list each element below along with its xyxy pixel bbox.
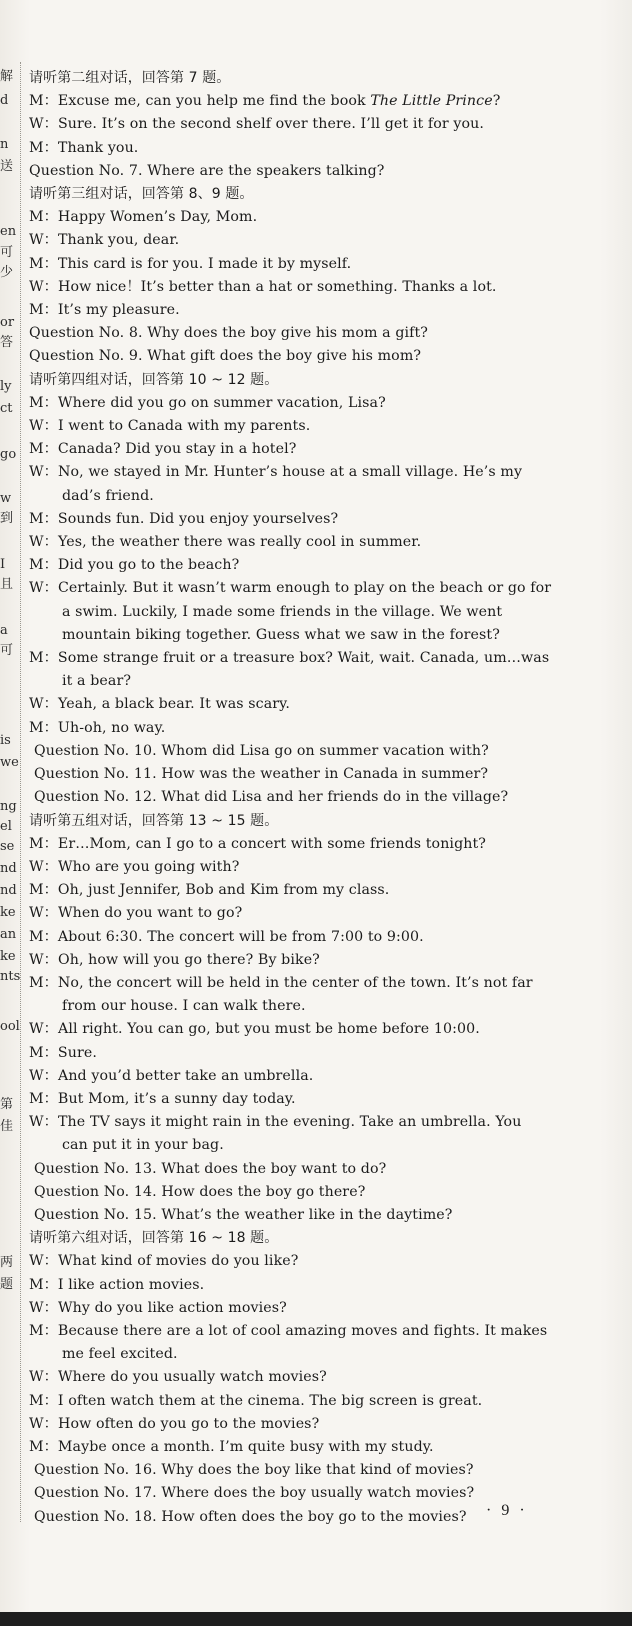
margin-fragment: n [0, 137, 9, 152]
dialogue-line: M：Canada? Did you stay in a hotel? [29, 441, 297, 458]
dialogue-line: M：Sure. [29, 1044, 97, 1061]
margin-fragment: an [0, 927, 17, 942]
dialogue-line: W：How often do you go to the movies? [29, 1415, 320, 1432]
book-title: The Little Prince [370, 93, 493, 110]
section-heading: 请听第六组对话，回答第 16 ~ 18 题。 [29, 1230, 279, 1247]
dialogue-line: a swim. Luckily, I made some friends in the village. We went [62, 603, 503, 620]
dialogue-line: M：Thank you. [29, 139, 139, 156]
dialogue-line: M：But Mom, it’s a sunny day today. [29, 1090, 296, 1107]
dialogue-line [29, 90, 589, 113]
dialogue-line: mountain biking together. Guess what we saw in the forest? [62, 626, 500, 643]
margin-fragment: is [0, 733, 11, 748]
margin-fragment: 到 [0, 511, 14, 526]
margin-fragment: or [0, 315, 15, 330]
section-heading: 请听第五组对话，回答第 13 ~ 15 题。 [29, 812, 279, 829]
margin-fragment: ool [0, 1019, 20, 1034]
section-heading: 请听第二组对话，回答第 7 题。 [29, 70, 231, 86]
line-text-end: ? [492, 93, 501, 110]
question-line: Question No. 7. Where are the speakers talking? [29, 162, 385, 179]
margin-fragment: w [0, 491, 12, 506]
dialogue-line: M：No, the concert will be held in the center of the town. It’s not far [29, 974, 533, 991]
margin-fragment: ly [0, 379, 12, 394]
margin-fragment: 题 [0, 1277, 14, 1292]
question-line: Question No. 11. How was the weather in Canada in summer? [34, 766, 489, 783]
margin-rule [20, 62, 22, 1522]
page-number: · 9 · [486, 1502, 528, 1519]
dialogue-line: M：Maybe once a month. I’m quite busy with my study. [29, 1438, 434, 1455]
margin-fragment: 且 [0, 577, 14, 592]
margin-fragment: nts [0, 969, 21, 984]
line-text: M：Excuse me, can you help me find the book [29, 93, 371, 110]
margin-fragment: 答 [0, 335, 14, 350]
dialogue-line: M：This card is for you. I made it by myself. [29, 255, 352, 272]
question-line: Question No. 14. How does the boy go there? [34, 1183, 366, 1200]
section-heading: 请听第三组对话，回答第 8、9 题。 [29, 186, 254, 203]
dialogue-line: W：Yeah, a black bear. It was scary. [29, 696, 291, 713]
dialogue-line: W：No, we stayed in Mr. Hunter’s house at a small village. He’s my [29, 464, 523, 481]
margin-fragment: ke [0, 905, 16, 920]
dialogue-line: M：Where did you go on summer vacation, Lisa? [29, 394, 386, 411]
question-line: Question No. 16. Why does the boy like that kind of movies? [34, 1462, 474, 1479]
margin-fragment: el [0, 819, 12, 834]
question-line: Question No. 15. What’s the weather like in the daytime? [34, 1206, 453, 1223]
dialogue-line: M：About 6:30. The concert will be from 7:00 to 9:00. [29, 928, 424, 945]
margin-fragment: go [0, 447, 17, 462]
margin-fragment: 送 [0, 159, 14, 174]
question-line: Question No. 8. Why does the boy give his mom a gift? [29, 325, 429, 342]
margin-fragment: ct [0, 401, 13, 416]
dialogue-line: W：I went to Canada with my parents. [29, 418, 311, 435]
margin-fragment: ke [0, 949, 16, 964]
margin-fragment: d [0, 93, 9, 108]
dialogue-line: M：It’s my pleasure. [29, 302, 180, 319]
scan-bottom-edge [0, 1612, 632, 1626]
question-line: Question No. 17. Where does the boy usually watch movies? [34, 1485, 475, 1502]
margin-fragment: 可 [0, 245, 14, 260]
dialogue-line: from our house. I can walk there. [62, 998, 306, 1015]
margin-fragment: 两 [0, 1255, 14, 1270]
margin-fragment: I [0, 557, 6, 572]
margin-fragment: 佳 [0, 1119, 14, 1134]
margin-fragment: en [0, 224, 17, 239]
dialogue-line: M：I like action movies. [29, 1276, 205, 1293]
dialogue-line: W：All right. You can go, but you must be home before 10:00. [29, 1021, 480, 1038]
dialogue-line: W：Certainly. But it wasn’t warm enough to play on the beach or go for [29, 580, 552, 597]
question-line: Question No. 9. What gift does the boy give his mom? [29, 348, 422, 365]
dialogue-line: M：I often watch them at the cinema. The big screen is great. [29, 1392, 483, 1409]
margin-fragment: ng [0, 799, 17, 814]
question-line: Question No. 12. What did Lisa and her friends do in the village? [34, 789, 509, 806]
margin-fragment: we [0, 755, 19, 770]
dialogue-line: W：Who are you going with? [29, 858, 240, 875]
margin-fragment: 第 [0, 1097, 14, 1112]
dialogue-line: W：How nice！It’s better than a hat or something. Thanks a lot. [29, 278, 497, 295]
margin-fragment: nd [0, 861, 17, 876]
dialogue-line: M：Did you go to the beach? [29, 557, 240, 574]
transcript-content [29, 67, 589, 1529]
dialogue-line: W：Oh, how will you go there? By bike? [29, 951, 320, 968]
dialogue-line: W：Yes, the weather there was really cool in summer. [29, 534, 422, 551]
dialogue-line: W：Sure. It’s on the second shelf over there. I’ll get it for you. [29, 116, 484, 133]
dialogue-line: M：Some strange fruit or a treasure box? Wait, wait. Canada, um…was [29, 650, 550, 667]
dialogue-line: W：When do you want to go? [29, 905, 243, 922]
question-line: Question No. 18. How often does the boy go to the movies? [34, 1508, 467, 1525]
dialogue-line: M：Happy Women’s Day, Mom. [29, 209, 258, 226]
margin-fragment: 解 [0, 69, 14, 84]
dialogue-line: M：Er…Mom, can I go to a concert with some friends tonight? [29, 835, 486, 852]
dialogue-line: M：Oh, just Jennifer, Bob and Kim from my class. [29, 882, 390, 899]
dialogue-line: it a bear? [62, 673, 132, 690]
dialogue-line: W：And you’d better take an umbrella. [29, 1067, 314, 1084]
dialogue-line: M：Sounds fun. Did you enjoy yourselves? [29, 510, 339, 527]
dialogue-line: W：What kind of movies do you like? [29, 1253, 299, 1270]
question-line: Question No. 10. Whom did Lisa go on summer vacation with? [34, 742, 489, 759]
section-heading: 请听第四组对话，回答第 10 ~ 12 题。 [29, 371, 279, 388]
dialogue-line: W：Why do you like action movies? [29, 1299, 287, 1316]
dialogue-line: me feel excited. [62, 1346, 178, 1363]
dialogue-line: dad’s friend. [62, 487, 154, 504]
dialogue-line: W：Where do you usually watch movies? [29, 1369, 327, 1386]
dialogue-line: M：Because there are a lot of cool amazing moves and fights. It makes [29, 1322, 548, 1339]
margin-fragment: 可 [0, 643, 14, 658]
dialogue-line: M：Uh-oh, no way. [29, 719, 166, 736]
margin-fragment: a [0, 623, 8, 638]
dialogue-line: W：Thank you, dear. [29, 232, 180, 249]
margin-fragment: nd [0, 883, 17, 898]
dialogue-line: W：The TV says it might rain in the evening. Take an umbrella. You [29, 1114, 522, 1131]
dialogue-line: can put it in your bag. [62, 1137, 224, 1154]
margin-fragment: se [0, 839, 15, 854]
question-line: Question No. 13. What does the boy want to do? [34, 1160, 387, 1177]
margin-fragment: 少 [0, 265, 14, 280]
